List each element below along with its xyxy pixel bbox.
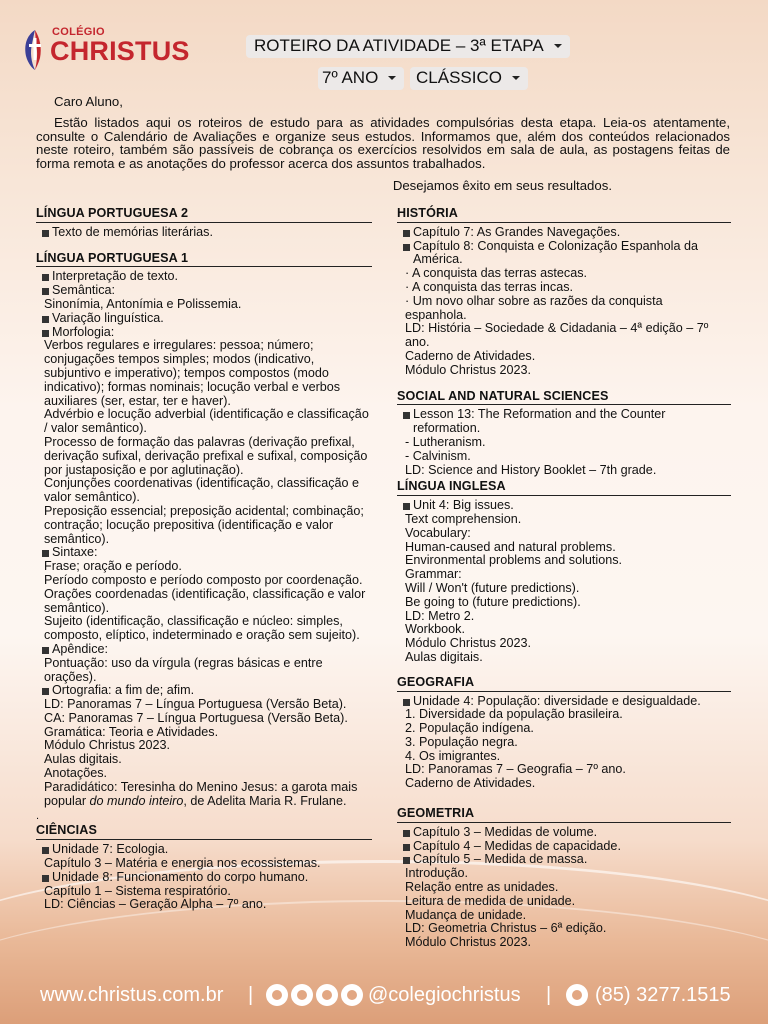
list-item: Anotações. — [44, 766, 108, 781]
section-title: LÍNGUA INGLESA — [397, 480, 731, 496]
list-item: Capítulo 5 – Medida de massa. — [397, 853, 731, 867]
list-item: Interpretação de texto. — [36, 270, 372, 284]
list-item: Pontuação: uso da vírgula (regras básicas e entre orações). — [44, 655, 323, 684]
list-item: LD: História – Sociedade & Cidadania – 4ª edição – 7º ano. — [405, 321, 709, 350]
list-item: Caderno de Atividades. — [405, 776, 536, 791]
list-item: Capítulo 3 – Medidas de volume. — [397, 826, 731, 840]
list-item: Verbos regulares e irregulares: pessoa; número; conjugações tempos simples; modos (indicativo, subjuntivo e imperativo); tempos compostos (modo indicativo); formas nominais; locução verbal e verbos auxiliares (ser, estar, ter e haver). — [44, 338, 341, 408]
list-item: Unidade 7: Ecologia. — [36, 843, 372, 857]
greeting: Caro Aluno, — [54, 94, 123, 109]
section-title: GEOGRAFIA — [397, 676, 731, 692]
left-column — [36, 207, 372, 920]
list-item: Frase; oração e período. — [44, 559, 182, 574]
intro — [36, 95, 730, 193]
list-item: · A conquista das terras astecas. — [405, 266, 588, 281]
section-lingua-portuguesa-1 — [36, 252, 372, 809]
list-item: - Calvinism. — [405, 448, 471, 463]
stage-select[interactable] — [246, 35, 570, 58]
instagram-icon[interactable] — [266, 984, 288, 1006]
stage-select-value: ROTEIRO DA ATIVIDADE – 3ª ETAPA — [254, 36, 544, 55]
list-item: Sinonímia, Antonímia e Polissemia. — [44, 296, 242, 311]
list-item: Semântica: — [36, 284, 372, 298]
list-item: LD: Ciências – Geração Alpha – 7º ano. — [44, 897, 267, 912]
paradidatico-title-italic: do mundo inteiro — [89, 793, 184, 808]
list-item: Environmental problems and solutions. — [405, 553, 623, 568]
logo-title: CHRISTUS — [50, 36, 190, 66]
list-item: Processo de formação das palavras (derivação prefixal, derivação sufixal, derivação prefixal e sufixal, composição por justaposição e por aglutinação). — [44, 434, 368, 477]
school-logo — [22, 26, 190, 76]
section-social-natural-sciences — [397, 390, 731, 478]
list-item: Sintaxe: — [36, 546, 372, 560]
list-item: Be going to (future predictions). — [405, 594, 581, 609]
chevron-down-icon — [554, 44, 562, 48]
list-item: Unidade 4: População: diversidade e desigualdade. — [397, 695, 731, 709]
paradidatico-author: , de Adelita Maria R. Frulane. — [183, 793, 347, 808]
list-item: Mudança de unidade. — [405, 907, 527, 922]
list-item: Módulo Christus 2023. — [405, 935, 532, 950]
list-item: Capítulo 4 – Medidas de capacidade. — [397, 840, 731, 854]
list-item-paradidatico — [36, 781, 372, 809]
list-item: LD: Metro 2. — [405, 608, 475, 623]
section-geometria — [397, 807, 731, 950]
intro-paragraph: Estão listados aqui os roteiros de estudo para as atividades compulsórias desta etapa. Leia-os atentamente, consulte o Calendário de Avaliações e organize seus estudos. Informamos que, além dos conteúdos relacionados neste roteiro, também são passíveis de cobrança os exercícios resolvidos em sala de aula, as postagens feitas de forma remota e as anotações do professor acerca dos assuntos trabalhados. — [36, 114, 730, 172]
list-item: Vocabulary: — [405, 525, 471, 540]
list-item: 1. Diversidade da população brasileira. — [405, 707, 623, 722]
footer-separator: | — [248, 984, 254, 1006]
list-item: Preposição essencial; preposição acidental; combinação; contração; locução prepositiva (identificação e valor semântico). — [44, 503, 364, 546]
chevron-down-icon — [512, 76, 520, 80]
section-lingua-inglesa — [397, 480, 731, 664]
list-item: LD: Science and History Booklet – 7th grade. — [405, 462, 657, 477]
section-title: CIÊNCIAS — [36, 824, 372, 840]
phone-number[interactable]: (85) 3277.1515 — [595, 984, 731, 1006]
list-item: Introdução. — [405, 866, 469, 881]
footer-separator: | — [546, 984, 552, 1006]
section-title: SOCIAL AND NATURAL SCIENCES — [397, 390, 731, 406]
list-item: Módulo Christus 2023. — [44, 738, 171, 753]
youtube-icon[interactable] — [341, 984, 363, 1006]
list-item: Módulo Christus 2023. — [405, 636, 532, 651]
list-item: Capítulo 1 – Sistema respiratório. — [44, 883, 231, 898]
right-column — [397, 207, 731, 958]
section-geografia — [397, 676, 731, 791]
section-title: LÍNGUA PORTUGUESA 2 — [36, 207, 372, 223]
footer — [40, 982, 750, 1008]
list-item: · Um novo olhar sobre as razões da conquista espanhola. — [405, 293, 663, 322]
list-item: Variação linguística. — [36, 312, 372, 326]
list-item: Ortografia: a fim de; afim. — [36, 684, 372, 698]
list-item: Grammar: — [405, 567, 462, 582]
tiktok-icon[interactable] — [291, 984, 313, 1006]
section-title: HISTÓRIA — [397, 207, 731, 223]
list-item: Unidade 8: Funcionamento do corpo humano. — [36, 871, 372, 885]
list-item: · A conquista das terras incas. — [405, 279, 574, 294]
list-item: 4. Os imigrantes. — [405, 748, 501, 763]
list-item: Text comprehension. — [405, 511, 522, 526]
list-item: Workbook. — [405, 622, 465, 637]
website-link[interactable]: www.christus.com.br — [40, 984, 224, 1006]
year-select-value: 7º ANO — [322, 68, 379, 87]
social-handle[interactable]: @colegiochristus — [368, 984, 521, 1006]
list-item: Módulo Christus 2023. — [405, 362, 532, 377]
list-item: Gramática: Teoria e Atividades. — [44, 724, 219, 739]
section-title: GEOMETRIA — [397, 807, 731, 823]
section-historia — [397, 207, 731, 378]
list-item: Lesson 13: The Reformation and the Counter reformation. — [397, 408, 731, 436]
list-item: Will / Won't (future predictions). — [405, 580, 580, 595]
list-item: CA: Panoramas 7 – Língua Portuguesa (Versão Beta). — [44, 710, 348, 725]
list-item: 2. População indígena. — [405, 721, 534, 736]
list-item: Conjunções coordenativas (identificação, classificação e valor semântico). — [44, 476, 360, 505]
year-select[interactable] — [318, 67, 404, 90]
list-item: Aulas digitais. — [405, 649, 483, 664]
list-item: Leitura de medida de unidade. — [405, 893, 576, 908]
wish-line: Desejamos êxito em seus resultados. — [392, 177, 612, 193]
list-item: Apêndice: — [36, 643, 372, 657]
list-item: Capítulo 7: As Grandes Navegações. — [397, 226, 731, 240]
class-select[interactable] — [410, 67, 528, 90]
list-item: Orações coordenadas (identificação, classificação e valor semântico). — [44, 586, 366, 615]
list-item: LD: Panoramas 7 – Língua Portuguesa (Versão Beta). — [44, 697, 347, 712]
list-item: Unit 4: Big issues. — [397, 499, 731, 513]
chevron-down-icon — [388, 76, 396, 80]
section-title: LÍNGUA PORTUGUESA 1 — [36, 252, 372, 268]
list-item: Relação entre as unidades. — [405, 880, 559, 895]
list-item: Capítulo 3 – Matéria e energia nos ecossistemas. — [44, 856, 321, 871]
logo-small-text: COLÉGIO — [52, 26, 105, 38]
class-select-value: CLÁSSICO — [416, 68, 502, 87]
paradidatico-text: Paradidático: Teresinha do Menino Jesus: a garota mais popular — [44, 779, 358, 808]
twitter-icon[interactable] — [316, 984, 338, 1006]
list-item: LD: Panoramas 7 – Geografia – 7º ano. — [405, 762, 626, 777]
list-item: Texto de memórias literárias. — [36, 226, 372, 240]
list-item: - Lutheranism. — [405, 434, 486, 449]
list-item: Sujeito (identificação, classificação e núcleo: simples, composto, elíptico, indeterminado e oração sem sujeito). — [44, 614, 360, 643]
section-lingua-portuguesa-2 — [36, 207, 372, 240]
list-item: LD: Geometria Christus – 6ª edição. — [405, 921, 607, 936]
list-item: Human-caused and natural problems. — [405, 539, 616, 554]
stray-dot: . — [36, 810, 40, 823]
list-item: Morfologia: — [36, 326, 372, 340]
list-item: Advérbio e locução adverbial (identificação e classificação / valor semântico). — [44, 407, 369, 436]
list-item: Caderno de Atividades. — [405, 348, 536, 363]
list-item: 3. População negra. — [405, 734, 518, 749]
list-item: Capítulo 8: Conquista e Colonização Espanhola da América. — [397, 240, 731, 268]
christus-emblem-icon — [22, 28, 48, 72]
list-item: Aulas digitais. — [44, 752, 122, 767]
section-ciencias — [36, 824, 372, 912]
phone-icon — [566, 984, 588, 1006]
list-item: Período composto e período composto por coordenação. — [44, 572, 363, 587]
